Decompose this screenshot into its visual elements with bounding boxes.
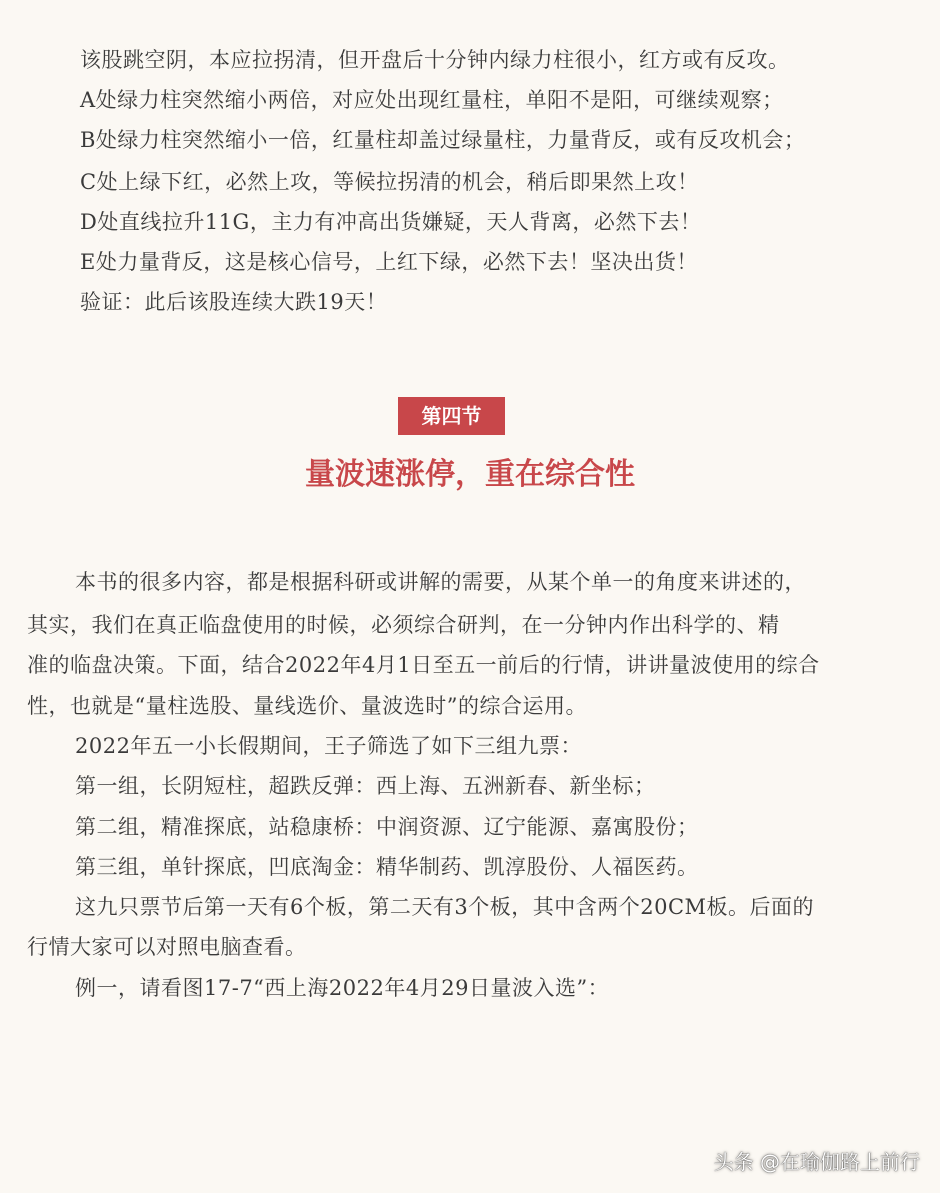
text-line: 其实，我们在真正临盘使用的时候，必须综合研判，在一分钟内作出科学的、精 <box>27 613 780 637</box>
text-line: 该股跳空阴，本应拉拐清，但开盘后十分钟内绿力柱很小，红方或有反攻。 <box>80 48 790 72</box>
text-line: B处绿力柱突然缩小一倍，红量柱却盖过绿量柱，力量背反，或有反攻机会； <box>80 128 806 152</box>
section-badge: 第四节 <box>398 397 505 435</box>
watermark: 头条 @在瑜伽路上前行 <box>713 1150 920 1174</box>
text-line: 例一，请看图17-7“西上海2022年4月29日量波入选”： <box>75 976 610 1000</box>
text-line: 2022年五一小长假期间，王子筛选了如下三组九票： <box>75 734 582 758</box>
text-line: 行情大家可以对照电脑查看。 <box>27 935 307 959</box>
text-line: A处绿力柱突然缩小两倍，对应处出现红量柱，单阳不是阳，可继续观察； <box>80 88 784 112</box>
text-line: 验证：此后该股连续大跌19天！ <box>80 290 388 314</box>
text-line: E处力量背反，这是核心信号，上红下绿，必然下去！坚决出货！ <box>80 250 698 274</box>
text-line: 性，也就是“量柱选股、量线选价、量波选时”的综合运用。 <box>27 694 587 718</box>
text-line: C处上绿下红，必然上攻，等候拉拐清的机会，稍后即果然上攻！ <box>80 170 699 194</box>
text-line: 第一组，长阴短柱，超跌反弹：西上海、五洲新春、新坐标； <box>75 774 656 798</box>
text-line: 本书的很多内容，都是根据科研或讲解的需要，从某个单一的角度来讲述的， <box>75 570 806 594</box>
text-line: 准的临盘决策。下面，结合2022年4月1日至五一前后的行情，讲讲量波使用的综合 <box>27 653 820 677</box>
text-line: 这九只票节后第一天有6个板，第二天有3个板，其中含两个20CM板。后面的 <box>75 895 815 919</box>
section-title: 量波速涨停，重在综合性 <box>305 457 635 492</box>
text-line: 第二组，精准探底，站稳康桥：中润资源、辽宁能源、嘉寓股份； <box>75 815 699 839</box>
text-line: D处直线拉升11G，主力有冲高出货嫌疑，天人背离，必然下去！ <box>80 210 702 234</box>
text-line: 第三组，单针探底，凹底淘金：精华制药、凯淳股份、人福医药。 <box>75 855 699 879</box>
